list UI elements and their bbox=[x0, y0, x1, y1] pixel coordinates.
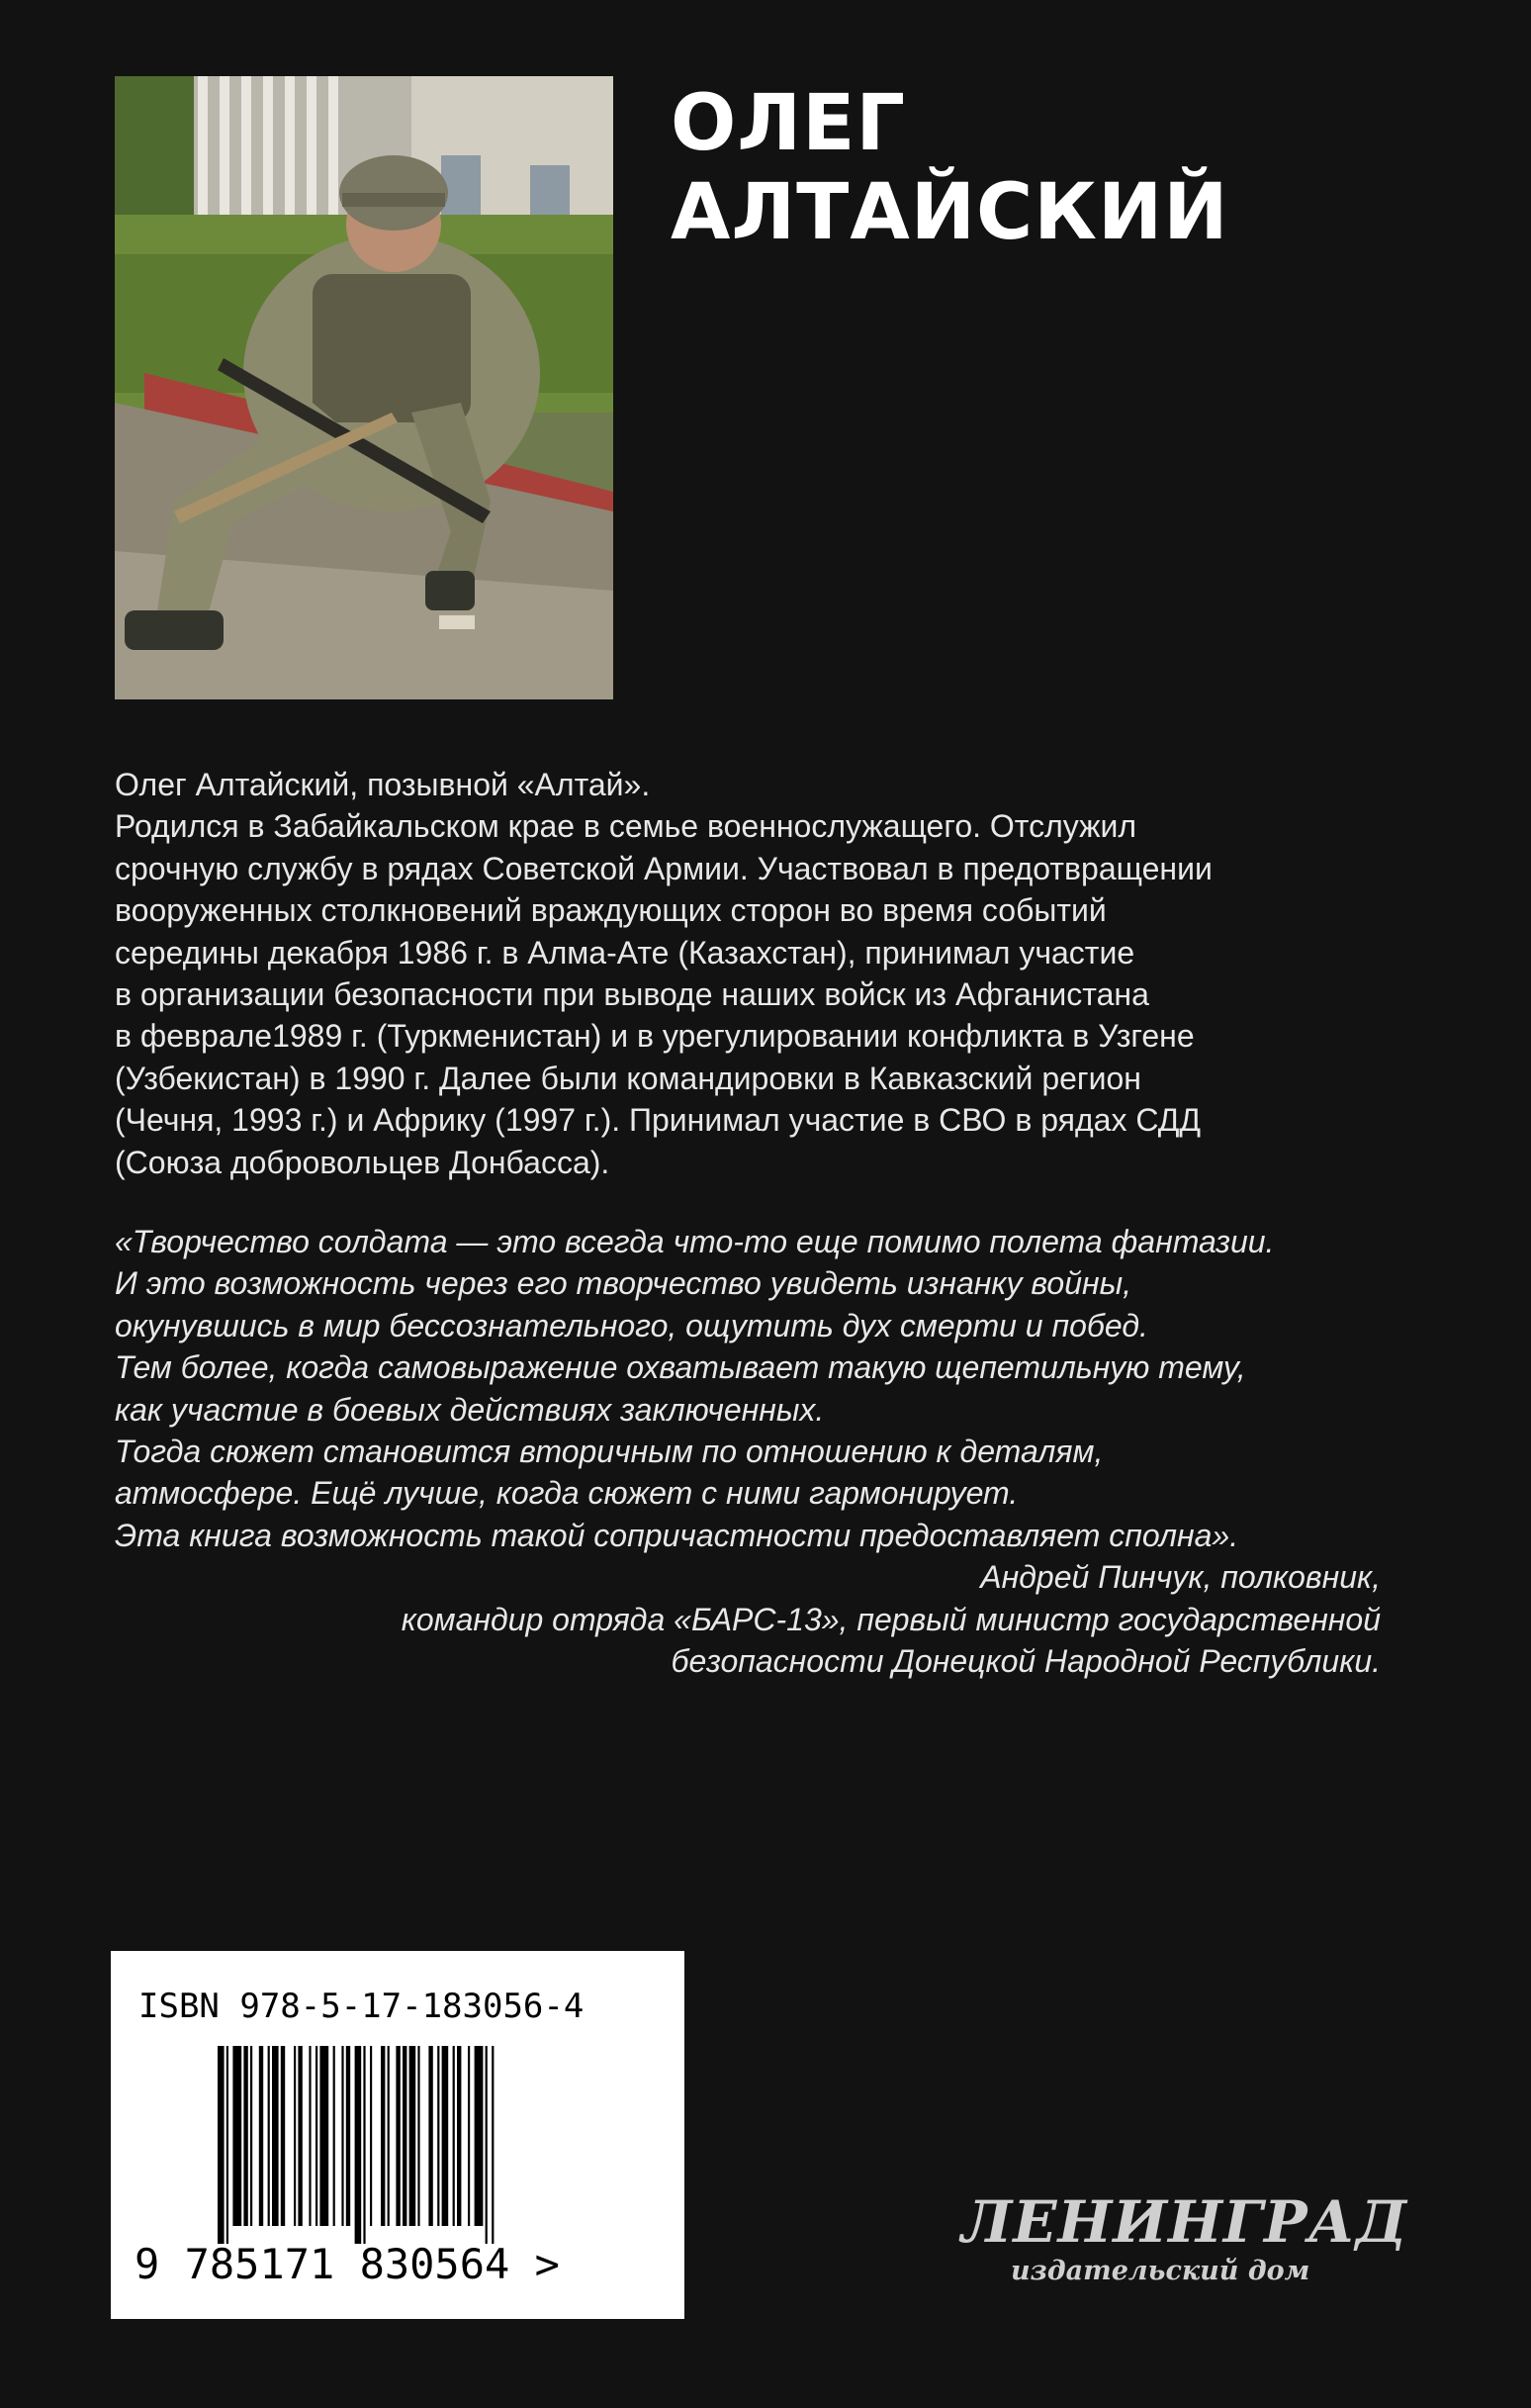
bio-line: середины декабря 1986 г. в Алма-Ате (Казахстан), принимал участие bbox=[115, 934, 1135, 971]
publisher-logo bbox=[961, 2188, 1408, 2297]
bio-line: в феврале1989 г. (Туркменистан) и в урегулировании конфликта в Узгене bbox=[115, 1018, 1195, 1055]
author-name bbox=[671, 79, 1229, 257]
bio-line: вооруженных столкновений враждующих сторон во время событий bbox=[115, 892, 1107, 929]
quote-attribution-line: Андрей Пинчук, полковник, bbox=[980, 1559, 1381, 1596]
author-name-line-2: АЛТАЙСКИЙ bbox=[671, 168, 1229, 257]
quote-attribution-line: командир отряда «БАРС-13», первый министр государственной bbox=[401, 1601, 1381, 1637]
review-quote bbox=[115, 1221, 1381, 1682]
barcode-icon bbox=[218, 2046, 613, 2244]
quote-line: атмосфере. Ещё лучше, когда сюжет с ними гармонирует. bbox=[115, 1475, 1019, 1512]
bio-line: (Узбекистан) в 1990 г. Далее были командировки в Кавказский регион bbox=[115, 1060, 1141, 1096]
quote-attribution-line: безопасности Донецкой Народной Республики. bbox=[671, 1643, 1381, 1680]
ean-digits: 9 785171 830564 > bbox=[135, 2240, 560, 2288]
author-photo-illustration bbox=[115, 76, 613, 699]
bio-line: Родился в Забайкальском крае в семье военнослужащего. Отслужил bbox=[115, 808, 1137, 845]
author-biography bbox=[115, 764, 1391, 1183]
bio-line: срочную службу в рядах Советской Армии. Участвовал в предотвращении bbox=[115, 850, 1213, 886]
bio-line: (Союза добровольцев Донбасса). bbox=[115, 1144, 610, 1180]
quote-line: как участие в боевых действиях заключенных. bbox=[115, 1391, 825, 1428]
bio-line: Олег Алтайский, позывной «Алтай». bbox=[115, 767, 651, 802]
author-name-line-1: ОЛЕГ bbox=[671, 79, 907, 168]
quote-line: «Творчество солдата — это всегда что-то еще помимо полета фантазии. bbox=[115, 1224, 1275, 1259]
quote-line: окунувшись в мир бессознательного, ощутить дух смерти и побед. bbox=[115, 1307, 1148, 1343]
quote-line: Тем более, когда самовыражение охватывает такую щепетильную тему, bbox=[115, 1349, 1246, 1386]
isbn-barcode-block bbox=[111, 1951, 684, 2319]
quote-line: И это возможность через его творчество увидеть изнанку войны, bbox=[115, 1265, 1132, 1302]
bio-line: в организации безопасности при выводе наших войск из Афганистана bbox=[115, 976, 1149, 1013]
author-photo bbox=[115, 76, 613, 699]
isbn-label: ISBN 978-5-17-183056-4 bbox=[138, 1987, 585, 2026]
bio-line: (Чечня, 1993 г.) и Африку (1997 г.). Принимал участие в СВО в рядах СДД bbox=[115, 1102, 1202, 1139]
quote-line: Тогда сюжет становится вторичным по отношению к деталям, bbox=[115, 1434, 1104, 1470]
publisher-name: ЛЕНИНГРАД bbox=[961, 2188, 1408, 2256]
quote-line: Эта книга возможность такой сопричастности предоставляет сполна». bbox=[115, 1517, 1239, 1553]
publisher-subtitle: издательский дом bbox=[1011, 2256, 1310, 2286]
